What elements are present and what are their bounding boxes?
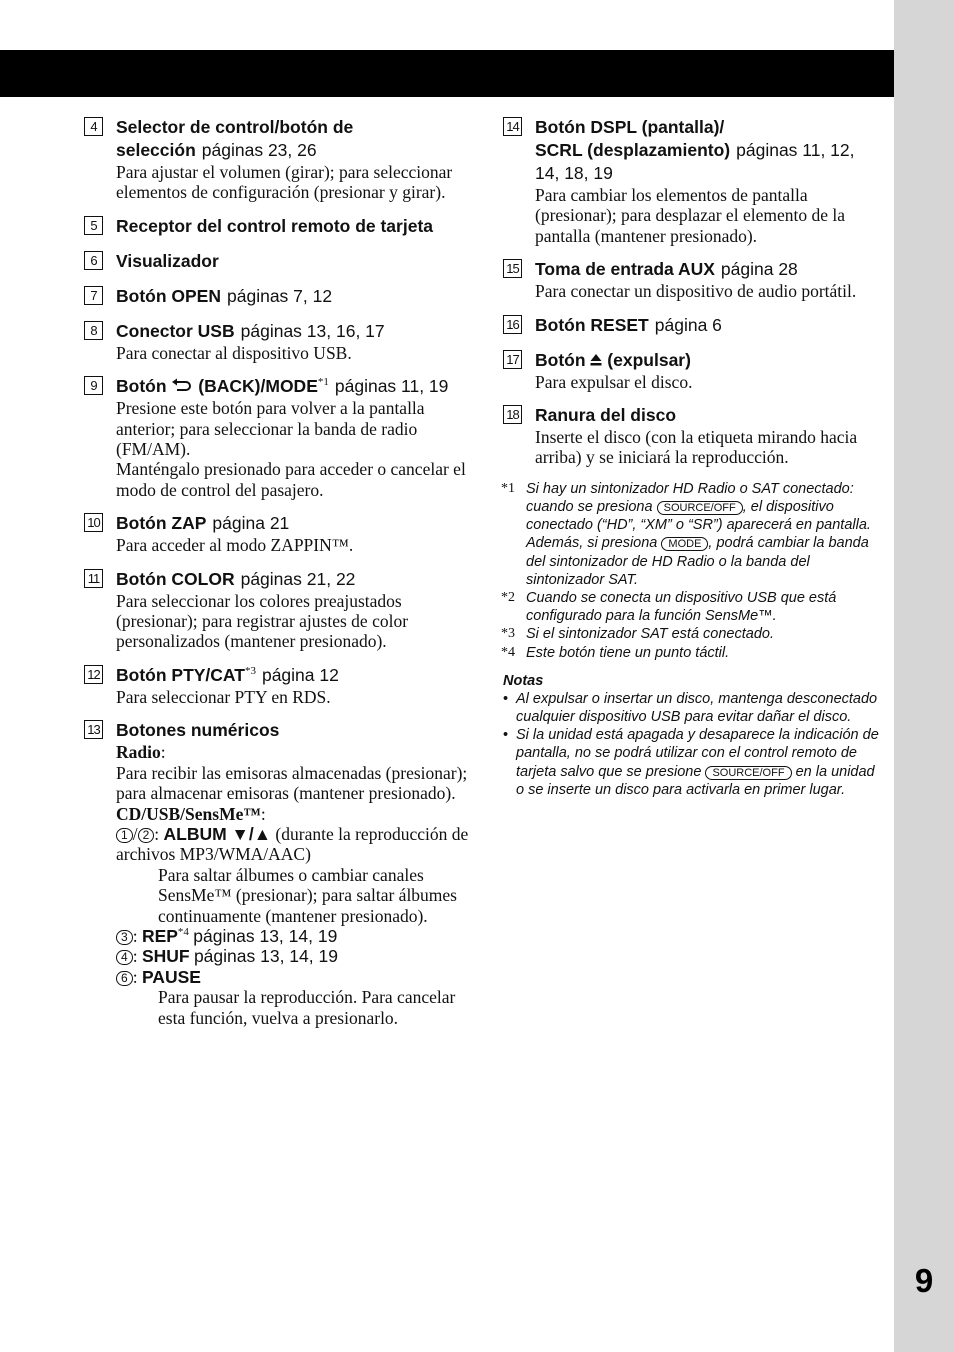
footnote (503, 625, 883, 643)
list-item (84, 215, 469, 238)
right-column (503, 116, 883, 799)
item-title: Receptor del control remoto de tarjeta (116, 215, 434, 236)
item-number: 4 (84, 117, 103, 136)
key-1: 1 (116, 828, 133, 843)
album-label: ALBUM ▼/▲ (163, 823, 272, 844)
item-pages: página 28 (720, 259, 798, 280)
pause-description: Para pausar la reproducción. Para cancelar esta función, vuelva a presionarlo. (158, 987, 456, 1028)
item-pages: página 6 (654, 314, 722, 335)
item-number: 13 (84, 720, 103, 739)
item-number: 12 (84, 665, 103, 684)
list-item: 13 Botones numéricos Radio: Para recibir las emisoras almacenadas (presionar); para almacenar emisoras (mantener presionado). CD/USB/SensMe™: 1 / 2 : ALBUM ▼/▲ (durante la reproducción de archivos MP3/WMA/AAC) Para saltar álbumes o cambiar canales SensMe™ (presionar); para saltar álbumes continuamente (mantener presionado). 3 : REP$^{*4}$ páginas 13, 14, 19 4 : SHUF páginas 13, 14, 19 6 : PAUSE Para pausar la reproducción. Para cancelar esta función, vuelva a presionarlo. (84, 719, 469, 1028)
source-off-key: SOURCE/OFF (705, 766, 791, 780)
list-item (503, 404, 883, 468)
item-title: Selector de control/botón de selección (116, 117, 354, 160)
pause-label: PAUSE (141, 966, 201, 987)
item-number: 14 (503, 117, 522, 136)
list-item (503, 314, 883, 337)
item-title-line2: SCRL (desplazamiento) (535, 140, 731, 160)
key-2: 2 (138, 828, 155, 843)
shuf-pages: páginas 13, 14, 19 (193, 946, 338, 967)
item-title: Ranura del disco (535, 405, 677, 426)
item-title: Botón (535, 349, 586, 370)
item-number: 10 (84, 513, 103, 532)
list-item (84, 512, 469, 555)
item-pages: páginas 7, 12 (227, 285, 333, 306)
item-title: Conector USB (116, 320, 235, 341)
item-number: 6 (84, 251, 103, 270)
note-item: • Al expulsar o insertar un disco, mantenga desconectado cualquier dispositivo USB para evitar dañar el disco. (503, 690, 878, 726)
list-item (84, 664, 469, 707)
footnote-text: , podrá cambiar la banda del sintonizador de HD Radio o la banda del sintonizador SAT. (526, 535, 869, 588)
footnote-ref: *1 (317, 376, 329, 389)
notes-heading: Notas (503, 672, 544, 689)
list-item (503, 349, 883, 392)
header-bar (0, 50, 894, 97)
rep-label: REP (141, 925, 178, 946)
back-arrow-icon (171, 378, 193, 394)
footnote-ref: *3 (244, 665, 256, 678)
rep-pages: páginas 13, 14, 19 (193, 925, 338, 946)
footnote-text: , el dispositivo conectado (“HD”, “XM” o “SR”) aparecerá en pantalla. Además, si presiona (526, 499, 871, 552)
item-number: 17 (503, 350, 522, 369)
album-description: Para saltar álbumes o cambiar canales SensMe™ (presionar); para saltar álbumes continuamente (mantener presionado). (158, 864, 457, 926)
item-description: Para ajustar el volumen (girar); para seleccionar elementos de configuración (presionar y girar). (116, 162, 453, 203)
item-pages: página 21 (212, 513, 290, 534)
list-item (84, 375, 469, 500)
footnote-mark: *2 (501, 590, 515, 606)
item-number: 7 (84, 286, 103, 305)
item-number: 18 (503, 405, 522, 424)
shuf-label: SHUF (141, 946, 190, 967)
left-column (84, 116, 469, 1040)
item-pages: páginas 11, 12, 14, 18, 19 (535, 140, 855, 183)
footnote-ref: *4 (177, 926, 189, 939)
list-item (84, 116, 469, 203)
eject-icon (590, 353, 602, 367)
footnote-text: Si el sintonizador SAT está conectado. (526, 626, 774, 643)
list-item (503, 258, 883, 301)
item-description: Para seleccionar los colores preajustados (presionar); para registrar ajustes de color personalizados (mantener presionado). (116, 590, 409, 652)
source-off-key: SOURCE/OFF (657, 501, 743, 515)
footnote-mark: *3 (501, 626, 515, 642)
item-number: 15 (503, 259, 522, 278)
item-title-suffix: (BACK)/MODE (198, 376, 318, 397)
item-description: Para conectar al dispositivo USB. (116, 342, 352, 363)
list-item (503, 116, 883, 246)
item-pages: páginas 11, 19 (334, 376, 449, 397)
page-side-tab (894, 0, 954, 1352)
album-context: (durante la reproducción de archivos MP3/WMA/AAC) (116, 823, 469, 865)
item-title: Visualizador (116, 250, 219, 271)
footnote-text: Cuando se conecta un dispositivo USB que está configurado para la función SensMe™. (526, 590, 837, 625)
key-3: 3 (116, 930, 133, 945)
item-number: 11 (84, 569, 103, 588)
item-title-suffix: (expulsar) (607, 349, 691, 370)
item-title: Botón ZAP (116, 513, 207, 534)
item-description: Para expulsar el disco. (535, 371, 693, 392)
radio-description: Para recibir las emisoras almacenadas (presionar); para almacenar emisoras (mantener presionado). (116, 762, 468, 804)
item-title: Toma de entrada AUX (535, 259, 715, 280)
footnote (503, 644, 883, 662)
footnote-mark: *1 (501, 480, 515, 496)
item-number: 16 (503, 315, 522, 334)
list-item (84, 320, 469, 363)
list-item (84, 285, 469, 308)
note-text: en la unidad o se inserte un disco para activarla en primer lugar. (516, 763, 875, 798)
footnote (503, 589, 883, 625)
footnote-mark: *4 (501, 644, 515, 660)
item-title: Botón OPEN (116, 285, 221, 306)
item-number: 5 (84, 216, 103, 235)
list-item (84, 250, 469, 273)
item-description: Inserte el disco (con la etiqueta mirando hacia arriba) y se iniciará la reproducción. (535, 427, 858, 468)
item-pages: página 12 (261, 664, 339, 685)
item-pages: páginas 13, 16, 17 (240, 320, 385, 341)
mode-key: MODE (661, 537, 708, 551)
footnote-text: Este botón tiene un punto táctil. (526, 644, 730, 661)
item-title: Botón (116, 376, 167, 397)
item-pages: páginas 21, 22 (240, 568, 356, 589)
item-title: Botón COLOR (116, 568, 235, 589)
item-number: 9 (84, 376, 103, 395)
footnote (503, 480, 883, 589)
radio-label: Radio (116, 742, 161, 763)
key-4: 4 (116, 950, 133, 965)
cd-usb-label: CD/USB/SensMe™ (116, 803, 261, 824)
item-description: Para seleccionar PTY en RDS. (116, 686, 331, 707)
item-description: Para cambiar los elementos de pantalla (presionar); para desplazar el elemento de la pantalla (mantener presionado). (535, 185, 845, 246)
item-description-2: Manténgalo presionado para acceder o cancelar el modo de control del pasajero. (116, 459, 466, 500)
footnote-text: Si hay un sintonizador HD Radio o SAT conectado: cuando se presiona (526, 480, 854, 516)
item-title: Botón PTY/CAT (116, 664, 245, 685)
note-text: Si la unidad está apagada y desaparece la indicación de pantalla, no se podrá utilizar con el control remoto de tarjeta salvo que se presione (516, 727, 879, 780)
item-title: Botón RESET (535, 314, 649, 335)
key-6: 6 (116, 971, 133, 986)
item-description: Para conectar un dispositivo de audio portátil. (535, 281, 857, 302)
note-text: Al expulsar o insertar un disco, mantenga desconectado cualquier dispositivo USB para evitar dañar el disco. (516, 690, 878, 726)
note-item: • Si la unidad está apagada y desaparece la indicación de pantalla, no se podrá utilizar con el control remoto de tarjeta salvo que se presione SOURCE/OFF en la unidad o se inserte un disco para activarla en primer lugar. (503, 727, 879, 798)
item-description: Presione este botón para volver a la pantalla anterior; para seleccionar la banda de radio (FM/AM). (116, 398, 425, 460)
page-number: 9 (914, 1262, 934, 1299)
item-pages: páginas 23, 26 (201, 140, 317, 160)
list-item (84, 568, 469, 652)
item-description: Para acceder al modo ZAPPIN™. (116, 535, 354, 556)
item-title: Botón DSPL (pantalla)/ (535, 117, 725, 137)
item-number: 8 (84, 321, 103, 340)
item-title: Botones numéricos (116, 720, 280, 741)
